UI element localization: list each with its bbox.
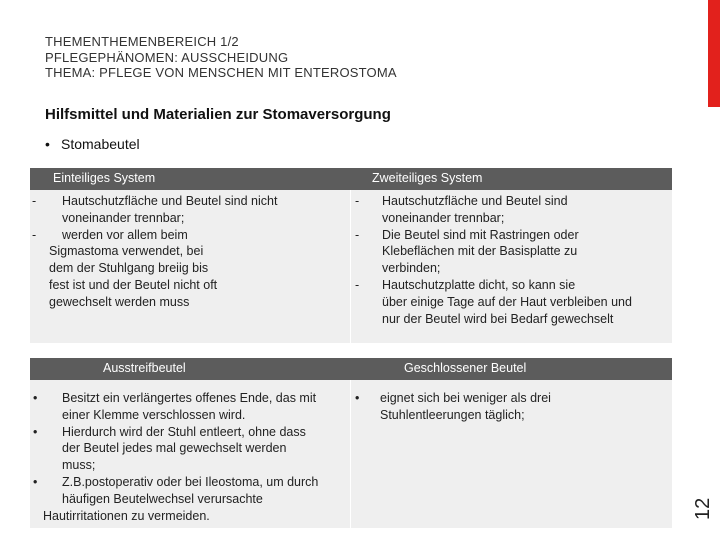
header-geschlossener-beutel: Geschlossener Beutel xyxy=(404,361,527,375)
list-marker: • xyxy=(33,474,38,489)
accent-bar xyxy=(708,0,720,107)
einteiliges-line xyxy=(30,277,348,294)
list-text: nur der Beutel wird bei Bedarf gewechselt xyxy=(382,311,614,326)
list-text: Hautirritationen zu vermeiden. xyxy=(43,508,210,523)
header-line-2: PFLEGEPHÄNOMEN: AUSSCHEIDUNG xyxy=(45,49,289,65)
list-text: Hierdurch wird der Stuhl entleert, ohne dass xyxy=(62,424,306,439)
list-marker: - xyxy=(355,227,360,242)
list-text: voneinander trennbar; xyxy=(382,210,505,225)
zweiteiliges-line xyxy=(352,294,672,311)
list-text: Sigmastoma verwendet, bei xyxy=(49,244,204,259)
bullet-icon: • xyxy=(45,136,50,152)
list-text: Z.B.postoperativ oder bei Ileostoma, um durch xyxy=(62,474,319,489)
ausstreifbeutel-line xyxy=(30,424,352,441)
einteiliges-line xyxy=(30,260,348,277)
list-text: einer Klemme verschlossen wird. xyxy=(62,407,246,422)
zweiteiliges-line xyxy=(352,227,672,244)
header-line-1: THEMENTHEMENBEREICH 1/2 xyxy=(45,34,239,49)
beutel-table-header xyxy=(30,358,672,380)
einteiliges-line xyxy=(30,227,348,244)
ausstreifbeutel-line xyxy=(30,474,352,491)
list-text: häufigen Beutelwechsel verursachte xyxy=(62,491,263,506)
list-text: eignet sich bei weniger als drei xyxy=(380,391,551,405)
header-einteiliges: Einteiliges System xyxy=(53,171,156,185)
header-zweiteiliges: Zweiteiliges System xyxy=(372,171,483,185)
list-text: muss; xyxy=(62,458,96,473)
ausstreifbeutel-line xyxy=(30,457,352,474)
section-title: Hilfsmittel und Materialien zur Stomaversorgung xyxy=(45,106,391,123)
geschlossener-line xyxy=(352,407,672,424)
list-text: Hautschutzfläche und Beutel sind xyxy=(382,194,568,208)
list-marker: • xyxy=(33,391,38,405)
ausstreifbeutel-line xyxy=(30,508,352,525)
ausstreifbeutel-line xyxy=(30,390,352,407)
bullet-text: Stomabeutel xyxy=(61,136,140,152)
list-marker: - xyxy=(32,194,37,208)
slide-number: 12 xyxy=(692,497,714,520)
einteiliges-line xyxy=(30,193,348,210)
zweiteiliges-line xyxy=(352,260,672,277)
geschlossener-line xyxy=(352,390,672,407)
column-divider xyxy=(350,190,351,343)
list-marker: • xyxy=(33,424,38,439)
list-marker: • xyxy=(355,391,360,405)
list-text: gewechselt werden muss xyxy=(49,294,190,309)
einteiliges-line xyxy=(30,294,348,311)
list-marker: - xyxy=(32,227,37,242)
zweiteiliges-line xyxy=(352,277,672,294)
einteiliges-line xyxy=(30,243,348,260)
beutel-table xyxy=(30,358,672,528)
list-text: Hautschutzplatte dicht, so kann sie xyxy=(382,277,576,292)
zweiteiliges-line xyxy=(352,243,672,260)
list-text: der Beutel jedes mal gewechselt werden xyxy=(62,441,287,456)
header-ausstreifbeutel: Ausstreifbeutel xyxy=(103,361,186,375)
list-text: über einige Tage auf der Haut verbleiben und xyxy=(382,294,632,309)
list-text: Stuhlentleerungen täglich; xyxy=(380,407,525,422)
system-table xyxy=(30,168,672,343)
einteiliges-cell xyxy=(30,193,348,311)
list-text: werden vor allem beim xyxy=(62,227,188,242)
list-text: Klebeflächen mit der Basisplatte zu xyxy=(382,244,578,259)
bullet-stomabeutel xyxy=(45,136,140,152)
ausstreifbeutel-line xyxy=(30,491,352,508)
list-text: dem der Stuhlgang breiig bis xyxy=(49,261,209,276)
ausstreifbeutel-cell xyxy=(30,390,352,524)
geschlossener-beutel-cell xyxy=(352,390,672,424)
system-table-header xyxy=(30,168,672,190)
list-text: fest ist und der Beutel nicht oft xyxy=(49,277,218,292)
list-text: Besitzt ein verlängertes offenes Ende, das mit xyxy=(62,391,317,405)
header-line-3: THEMA: PFLEGE VON MENSCHEN MIT ENTEROSTOMA xyxy=(45,65,397,80)
list-text: verbinden; xyxy=(382,261,441,276)
zweiteiliges-line xyxy=(352,210,672,227)
ausstreifbeutel-line xyxy=(30,407,352,424)
zweiteiliges-line xyxy=(352,193,672,210)
list-text: Hautschutzfläche und Beutel sind nicht xyxy=(62,194,278,208)
zweiteiliges-line xyxy=(352,311,672,328)
einteiliges-line xyxy=(30,210,348,227)
zweiteiliges-cell xyxy=(352,193,672,327)
list-marker: - xyxy=(355,277,360,292)
list-text: Die Beutel sind mit Rastringen oder xyxy=(382,227,579,242)
slide-header xyxy=(45,34,397,81)
ausstreifbeutel-line xyxy=(30,440,352,457)
list-text: voneinander trennbar; xyxy=(62,210,185,225)
list-marker: - xyxy=(355,194,360,208)
